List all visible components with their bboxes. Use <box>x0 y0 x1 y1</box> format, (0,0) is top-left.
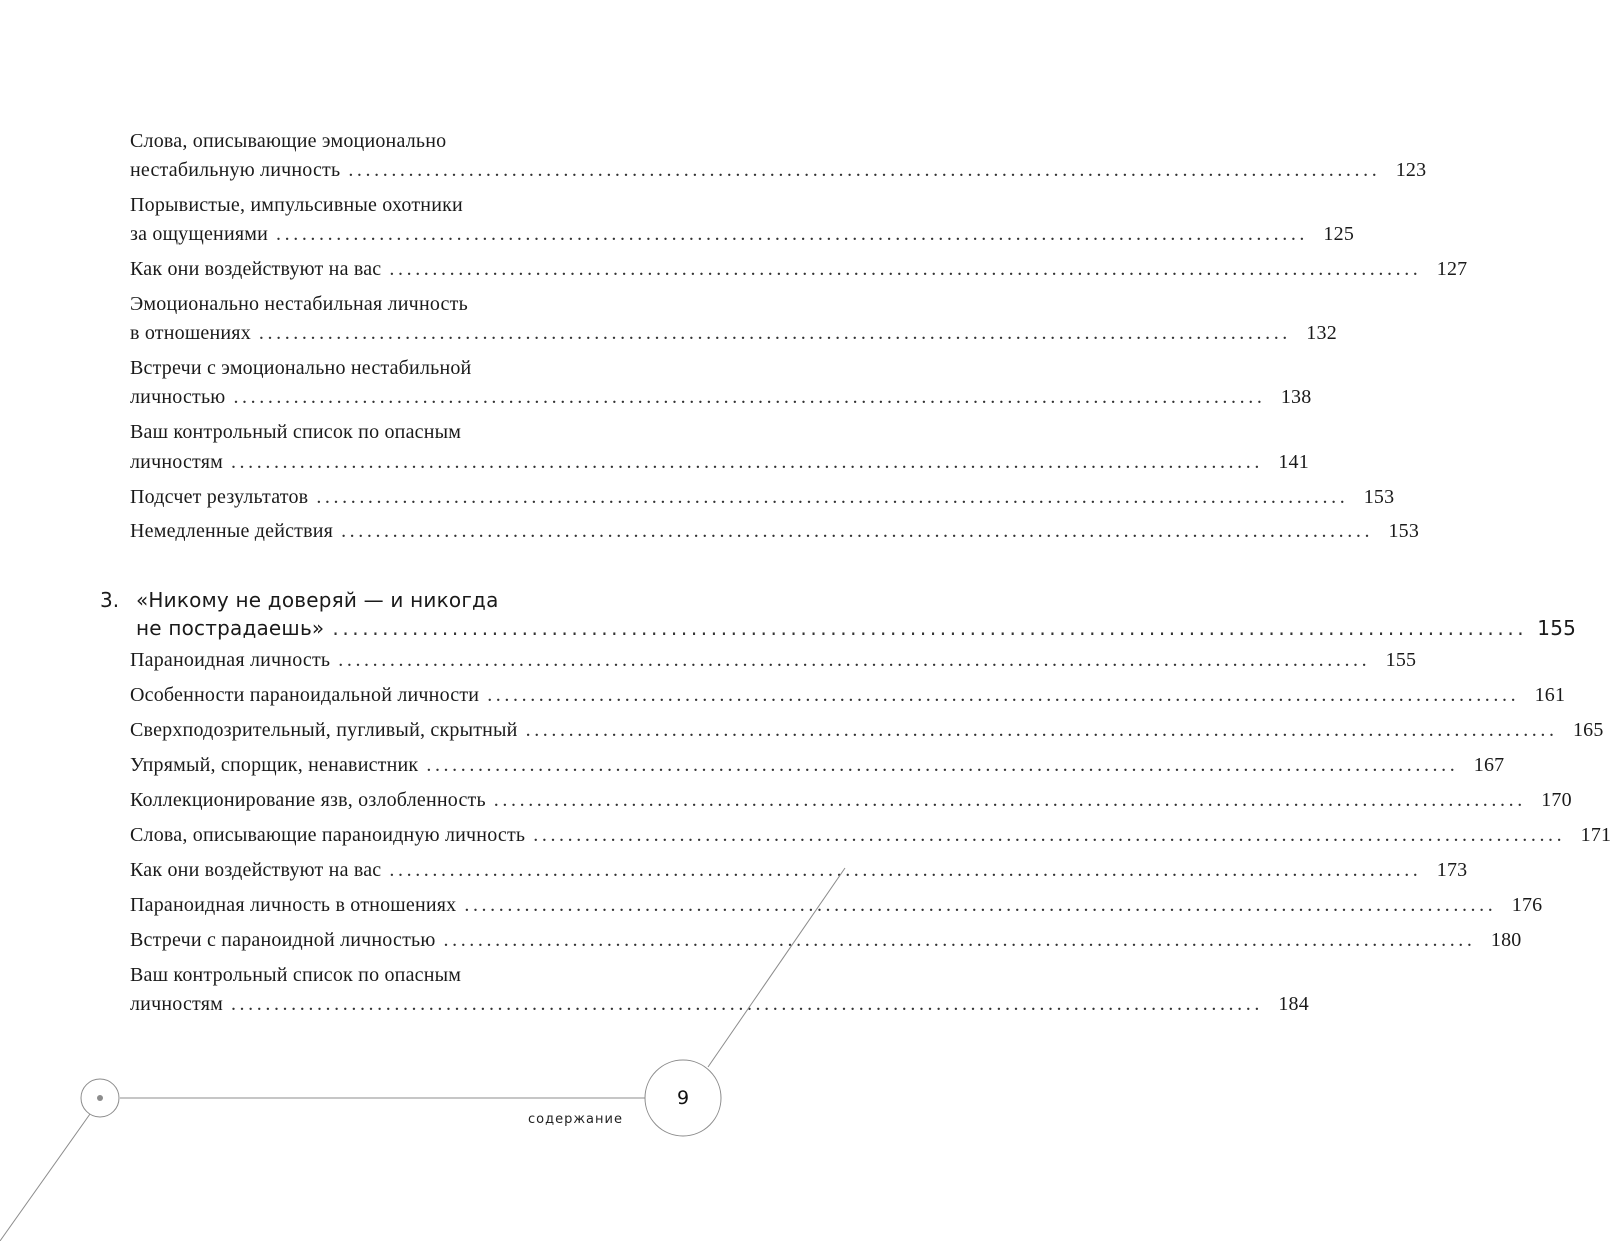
dot-leader: ........................................................................................................................ <box>389 859 1422 881</box>
toc-page-number: 141 <box>1278 451 1309 473</box>
diagonal-line-right <box>708 868 845 1067</box>
dot-icon <box>97 1095 103 1101</box>
dot-leader: ........................................................................................................................ <box>533 824 1566 846</box>
toc-entry-title: Упрямый, спорщик, ненавистник <box>130 754 419 776</box>
toc-entry-title: Встречи с эмоционально нестабильной <box>130 357 472 379</box>
toc-entry-title: Параноидная личность <box>130 649 331 671</box>
dot-leader: ........................................................................................................................ <box>443 929 1476 951</box>
dot-leader: ........................................................................................................................ <box>525 719 1558 741</box>
toc-page-number: 167 <box>1473 754 1505 776</box>
toc-entry-title: Как они воздействуют на вас <box>130 258 382 280</box>
toc-entry-title: Порывистые, импульсивные охотники <box>130 194 463 216</box>
toc-page-number: 180 <box>1490 929 1522 951</box>
chapter-title: «Никому не доверяй — и никогда <box>136 588 499 612</box>
toc-entry-title: Подсчет результатов <box>130 486 309 508</box>
dot-leader: ........................................................................................................................ <box>464 894 1497 916</box>
diagonal-line-left <box>0 1114 90 1241</box>
toc-entry-title: Особенности параноидальной личности <box>130 684 480 706</box>
toc-page-number: 176 <box>1511 894 1543 916</box>
toc-page-number: 165 <box>1572 719 1604 741</box>
chapter-title: не пострадаешь» <box>136 616 325 640</box>
dot-leader: ........................................................................................................................ <box>332 616 1528 640</box>
dot-leader: ........................................................................................................................ <box>233 386 1266 408</box>
toc-page-number: 173 <box>1436 859 1468 881</box>
dot-leader: ........................................................................................................................ <box>258 322 1291 344</box>
toc-entry-title: личностям <box>130 993 223 1015</box>
toc-entry-title: Сверхподозрительный, пугливый, скрытный <box>130 719 518 741</box>
toc-page-number: 153 <box>1363 486 1395 508</box>
chapter-page-number: 155 <box>1537 616 1577 640</box>
toc-page-number: 161 <box>1534 684 1566 706</box>
toc-page-number: 170 <box>1541 789 1572 811</box>
toc-entry-title: за ощущениями <box>130 223 269 245</box>
toc-entry-title: Как они воздействуют на вас <box>130 859 382 881</box>
chapter-number: 3. <box>100 588 120 612</box>
section-label: содержание <box>528 1112 623 1127</box>
toc-entry-title: Слова, описывающие эмоционально <box>130 130 447 152</box>
toc-page-number: 125 <box>1323 223 1355 245</box>
toc-page-number: 123 <box>1395 159 1427 181</box>
toc-entry-title: нестабильную личность <box>130 159 341 181</box>
toc-entry-title: Немедленные действия <box>130 520 334 542</box>
dot-leader: ........................................................................................................................ <box>389 258 1422 280</box>
dot-leader: ........................................................................................................................ <box>487 684 1520 706</box>
dot-leader: ........................................................................................................................ <box>316 486 1349 508</box>
toc-page-number: 155 <box>1385 649 1417 671</box>
page-number: 9 <box>676 1087 690 1109</box>
toc-page-number: 138 <box>1280 386 1312 408</box>
toc-page-number: 184 <box>1278 993 1309 1015</box>
toc-entry-title: Слова, описывающие параноидную личность <box>130 824 526 846</box>
toc-entry-title: Параноидная личность в отношениях <box>130 894 457 916</box>
dot-leader: ........................................................................................................................ <box>230 451 1263 473</box>
toc-entry-title: Встречи с параноидной личностью <box>130 929 436 951</box>
dot-leader: ........................................................................................................................ <box>348 159 1381 181</box>
toc-entry-title: Ваш контрольный список по опасным <box>130 964 462 986</box>
dot-leader: ........................................................................................................................ <box>341 520 1374 542</box>
toc-page-number: 132 <box>1306 322 1337 344</box>
toc-page-number: 153 <box>1388 520 1420 542</box>
dot-leader: ........................................................................................................................ <box>276 223 1309 245</box>
toc-entry-title: Эмоционально нестабильная личность <box>130 293 468 315</box>
toc-entry-title: Ваш контрольный список по опасным <box>130 421 462 443</box>
toc-entry-title: личностью <box>130 386 226 408</box>
dot-leader: ........................................................................................................................ <box>493 789 1526 811</box>
toc-entry-title: Коллекционирование язв, озлобленность <box>130 789 486 811</box>
dot-leader: ........................................................................................................................ <box>426 754 1459 776</box>
toc-page-number: 171 <box>1580 824 1611 846</box>
dot-leader: ........................................................................................................................ <box>230 993 1263 1015</box>
toc-page-number: 127 <box>1436 258 1468 280</box>
dot-leader: ........................................................................................................................ <box>338 649 1371 671</box>
toc-entry-title: личностям <box>130 451 223 473</box>
toc-entry-title: в отношениях <box>130 322 251 344</box>
